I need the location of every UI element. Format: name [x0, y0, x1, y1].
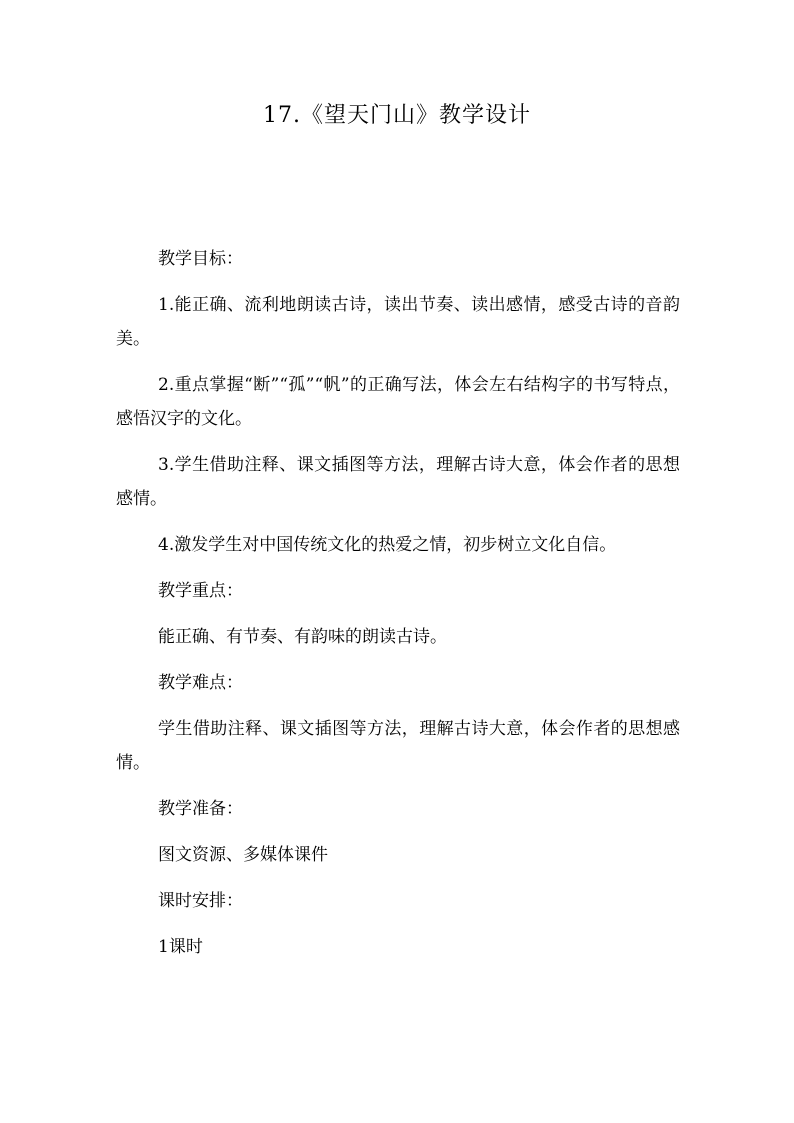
section-heading-difficulties: 教学难点：	[158, 673, 243, 693]
objective-item-2: 2.重点掌握“断”“孤”“帆”的正确写法，体会左右结构字的书写特点，感悟汉字的文化。	[116, 375, 680, 429]
section-heading-schedule: 课时安排：	[158, 891, 243, 911]
key-points-text: 能正确、有节奏、有韵味的朗读古诗。	[158, 627, 447, 647]
document-body	[116, 242, 680, 964]
objective-item-4: 4.激发学生对中国传统文化的热爱之情，初步树立文化自信。	[158, 535, 617, 555]
section-heading-key-points: 教学重点：	[158, 581, 243, 601]
schedule-text: 1课时	[158, 937, 203, 957]
section-heading-preparation: 教学准备：	[158, 799, 243, 819]
document-title: 17.《望天门山》教学设计	[263, 103, 531, 128]
objective-item-1: 1.能正确、流利地朗读古诗，读出节奏、读出感情，感受古诗的音韵美。	[116, 295, 680, 349]
difficulties-text: 学生借助注释、课文插图等方法，理解古诗大意，体会作者的思想感情。	[116, 719, 680, 773]
section-heading-objectives: 教学目标：	[158, 249, 243, 269]
preparation-text: 图文资源、多媒体课件	[158, 845, 328, 865]
objective-item-3: 3.学生借助注释、课文插图等方法，理解古诗大意，体会作者的思想感情。	[116, 455, 680, 509]
